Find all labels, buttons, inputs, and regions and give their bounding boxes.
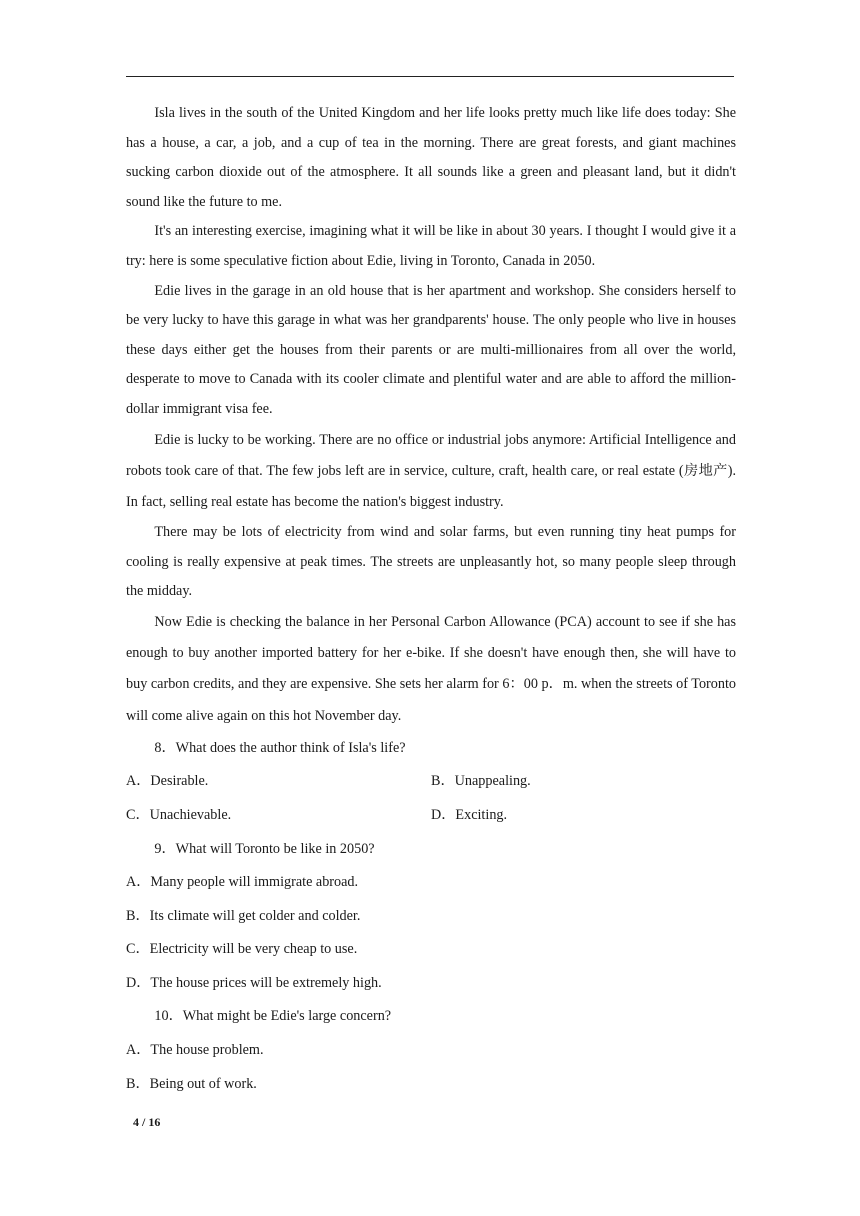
question-9-option-b: B．Its climate will get colder and colder. (126, 907, 361, 924)
passage-paragraph-6: Now Edie is checking the balance in her Personal Carbon Allowance (PCA) account to see if she has enough to buy another imported battery for her e-bike. If she doesn't have enough then, she will have to buy carbon credits, and they are expensive. She sets her alarm for 6：00 p．m. when the streets of Toronto will come alive again on this hot November day. (126, 613, 736, 724)
question-8-options-row-1 (126, 765, 736, 799)
page-number: 4 / 16 (133, 1115, 161, 1129)
question-9 (126, 833, 736, 1001)
question-8-option-a: A．Desirable. (126, 773, 209, 790)
question-10 (126, 1000, 736, 1101)
question-10-option-b: B．Being out of work. (126, 1075, 257, 1092)
header-rule (126, 76, 734, 77)
question-9-option-d: D．The house prices will be extremely high. (126, 974, 382, 991)
passage-paragraph-5: There may be lots of electricity from wind and solar farms, but even running tiny heat pumps for cooling is really expensive at peak times. The streets are unpleasantly hot, so many people sleep through the midday. (126, 524, 736, 600)
passage-paragraph-2: It's an interesting exercise, imagining what it will be like in about 30 years. I thought I would give it a try: here is some speculative fiction about Edie, living in Toronto, Canada in 2050. (126, 223, 736, 269)
question-9-option-c: C．Electricity will be very cheap to use. (126, 941, 358, 958)
question-8-option-c: C．Unachievable. (126, 806, 232, 823)
question-9-option-a: A．Many people will immigrate abroad. (126, 874, 359, 891)
question-8-option-d: D．Exciting. (431, 806, 508, 823)
question-9-stem: 9．What will Toronto be like in 2050? (154, 840, 375, 857)
question-10-option-a: A．The house problem. (126, 1042, 264, 1059)
main-content (126, 99, 736, 1101)
question-10-stem: 10．What might be Edie's large concern? (154, 1008, 392, 1025)
question-8-options-row-2 (126, 799, 736, 833)
passage-paragraph-3: Edie lives in the garage in an old house that is her apartment and workshop. She considers herself to be very lucky to have this garage in what was her grandparents' house. The only people who live in houses these days either get the houses from their parents or are multi-millionaires from all over the world, desperate to move to Canada with its cooler climate and plentiful water and are able to afford the million-dollar immigrant visa fee. (126, 282, 736, 417)
passage-paragraph-1: Isla lives in the south of the United Kingdom and her life looks pretty much like life does today: She has a house, a car, a job, and a cup of tea in the morning. There are great forests, and giant machines sucking carbon dioxide out of the atmosphere. It all sounds like a green and pleasant land, but it didn't sound like the future to me. (126, 105, 736, 210)
question-8 (126, 732, 736, 833)
passage-paragraph-4: Edie is lucky to be working. There are no office or industrial jobs anymore: Artificial Intelligence and robots took care of that. The few jobs left are in service, culture, craft, health care, or real estate (房地产). In fact, selling real estate has become the nation's biggest industry. (126, 431, 736, 510)
question-8-stem: 8．What does the author think of Isla's life? (154, 739, 406, 756)
question-8-option-b: B．Unappealing. (431, 773, 531, 790)
